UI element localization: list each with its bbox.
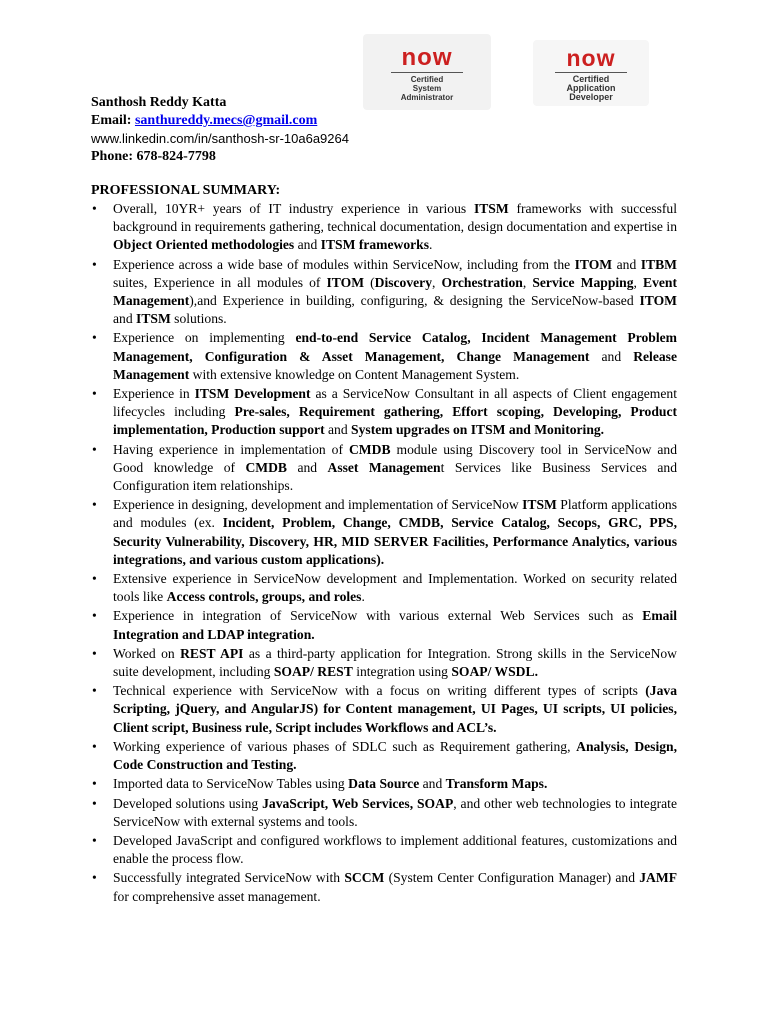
bold-text: CMDB (348, 441, 391, 457)
summary-item (91, 496, 677, 569)
text: and (419, 776, 446, 792)
summary-item (91, 385, 677, 440)
bold-text: ITSM (136, 311, 171, 327)
servicenow-admin-badge (363, 34, 491, 110)
summary-item (91, 329, 677, 384)
bold-text: Incident, Problem, Change, CMDB, Service Catalog, Secops, GRC, PPS, Security Vulnerability, Discovery, HR, MID SERVER Facilities, Performance Analytics, various integrations, and various custom applications). (113, 515, 677, 567)
text: for comprehensive asset management. (113, 888, 321, 904)
bold-text: Access controls, groups, and roles (166, 589, 362, 605)
text: . (361, 589, 365, 605)
text: module using Discovery tool in ServiceNow and Good knowledge of (113, 441, 677, 475)
email-link[interactable]: santhureddy.mecs@gmail.com (134, 113, 318, 128)
bold-text: end-to-end Service Catalog, Incident Management Problem Management, Configuration & Asset Management, Change Management (113, 330, 677, 364)
section-heading: PROFESSIONAL SUMMARY: (91, 183, 281, 198)
linkedin-url[interactable]: www.linkedin.com/in/santhosh-sr-10a6a9264 (91, 131, 349, 146)
text: Having experience in implementation of (113, 441, 349, 457)
text: solutions. (170, 311, 227, 327)
bold-text: Release Management (113, 348, 677, 382)
bold-text: Pre-sales, Requirement gathering, Effort scoping, Developing, Product implementation, Production support (113, 404, 678, 438)
summary-item (91, 738, 677, 774)
bold-text: Data Source (348, 776, 420, 792)
contact-block (91, 94, 349, 166)
bold-text: System upgrades on ITSM and Monitoring. (351, 422, 605, 438)
summary-item (91, 607, 677, 643)
text: with extensive knowledge on Content Management System. (189, 366, 520, 382)
text: Imported data to ServiceNow Tables using (113, 776, 349, 792)
bold-text: Discovery (374, 274, 433, 290)
text: and (612, 256, 641, 272)
bold-text: ITOM (639, 293, 677, 309)
text: suites, Experience in all modules of (113, 274, 327, 290)
text: Developed solutions using (113, 795, 263, 811)
servicenow-developer-badge (533, 40, 649, 106)
bold-text: REST API (180, 645, 244, 661)
text: Developed JavaScript and configured workflows to implement additional features, customizations and enable the process flow. (113, 832, 677, 867)
summary-item (91, 832, 677, 868)
bold-text: Object Oriented methodologies (113, 237, 295, 253)
text: and (589, 348, 634, 364)
bold-text: CMDB (245, 459, 288, 475)
bold-text: Transform Maps. (445, 776, 548, 792)
badge-divider (555, 72, 627, 73)
bold-text: ITBM (640, 256, 677, 272)
bold-text: SCCM (344, 870, 385, 886)
summary-item (91, 645, 677, 681)
badge-label: Certified Application Developer (566, 74, 616, 102)
phone-label: Phone: (91, 149, 137, 164)
text: Platform applications and modules (ex. (113, 497, 678, 531)
summary-item (91, 441, 677, 496)
text: (System Center Configuration Manager) and (384, 870, 640, 886)
text: Overall, 10YR+ years of IT industry experience in various (113, 201, 474, 216)
text: ( (364, 274, 375, 290)
phone-number: 678-824-7798 (136, 149, 216, 164)
text: Experience in integration of ServiceNow with various external Web Services such as (113, 608, 643, 624)
text: Worked on (113, 645, 181, 661)
bold-text: ITOM (574, 256, 613, 272)
bold-text: Analysis, Design, Code Construction and Testing. (113, 738, 677, 773)
badge-divider (391, 72, 463, 73)
summary-item (91, 869, 677, 905)
summary-item (91, 570, 677, 606)
text: and (294, 237, 321, 253)
text: , (633, 274, 644, 290)
text: Experience in designing, development and implementation of ServiceNow (113, 497, 523, 513)
phone-line (91, 148, 349, 166)
bold-text: ITSM Development (194, 386, 311, 402)
bold-text: ITOM (326, 274, 365, 290)
summary-item (91, 682, 677, 737)
email-label: Email: (91, 113, 135, 128)
text: Experience on implementing (113, 330, 296, 346)
text: frameworks with successful background in requirements gathering, technical documentation, design documentation and expertise in (113, 201, 677, 235)
bold-text: JAMF (639, 870, 677, 886)
text: Working experience of various phases of SDLC such as Requirement gathering, (113, 738, 577, 754)
bold-text: Email Integration and LDAP integration. (113, 608, 677, 642)
summary-item (91, 256, 677, 329)
text: Extensive experience in ServiceNow development and Implementation. Worked on security related tools like (113, 571, 677, 605)
servicenow-logo: now (566, 45, 616, 71)
text: as a ServiceNow Consultant in all aspects of Client engagement lifecycles including (113, 386, 677, 420)
bold-text: ITSM frameworks (320, 237, 430, 253)
bold-text: JavaScript, Web Services, SOAP (262, 795, 454, 811)
text: , (522, 274, 533, 290)
text: , and other web technologies to integrate ServiceNow with external systems and tools. (113, 795, 677, 829)
bold-text: Asset Managemen (327, 459, 441, 475)
text: as a third-party application for Integration. Strong skills in the ServiceNow suite development, including (113, 645, 678, 680)
candidate-name: Santhosh Reddy Katta (91, 95, 227, 110)
bold-text: Event Management (113, 274, 678, 309)
text: and (287, 459, 328, 475)
bold-text: ITSM (473, 201, 509, 216)
text: integration using (352, 664, 452, 680)
text: Technical experience with ServiceNow with a focus on writing different types of scripts (113, 683, 646, 699)
bold-text: SOAP/ REST (273, 664, 353, 680)
summary-item (91, 775, 677, 793)
bold-text: ITSM (522, 497, 557, 513)
text: , (432, 274, 442, 290)
summary-item (91, 200, 677, 255)
text: and (113, 311, 137, 327)
text: ),and Experience in building, configuring, & designing the ServiceNow-based (189, 293, 640, 309)
badge-label: Certified System Administrator (400, 75, 454, 102)
text: Successfully integrated ServiceNow with (113, 870, 345, 886)
bold-text: Orchestration (441, 274, 523, 290)
text: Experience across a wide base of modules within ServiceNow, including from the (113, 256, 575, 272)
text: . (429, 237, 433, 253)
servicenow-logo: now (401, 44, 453, 71)
text: and (324, 422, 352, 438)
summary-item (91, 795, 677, 831)
summary-list (91, 200, 677, 907)
text: Experience in (113, 386, 195, 402)
bold-text: SOAP/ WSDL. (451, 664, 538, 680)
bold-text: (Java Scripting, jQuery, and AngularJS) for Content management, UI Pages, UI scripts, UI policies, Client script, Business rule, Script includes Workflows and ACL’s. (113, 683, 677, 735)
bold-text: Service Mapping (532, 274, 634, 290)
email-line (91, 112, 349, 130)
text: t Services like Business Services and Configuration item relationships. (113, 459, 677, 494)
